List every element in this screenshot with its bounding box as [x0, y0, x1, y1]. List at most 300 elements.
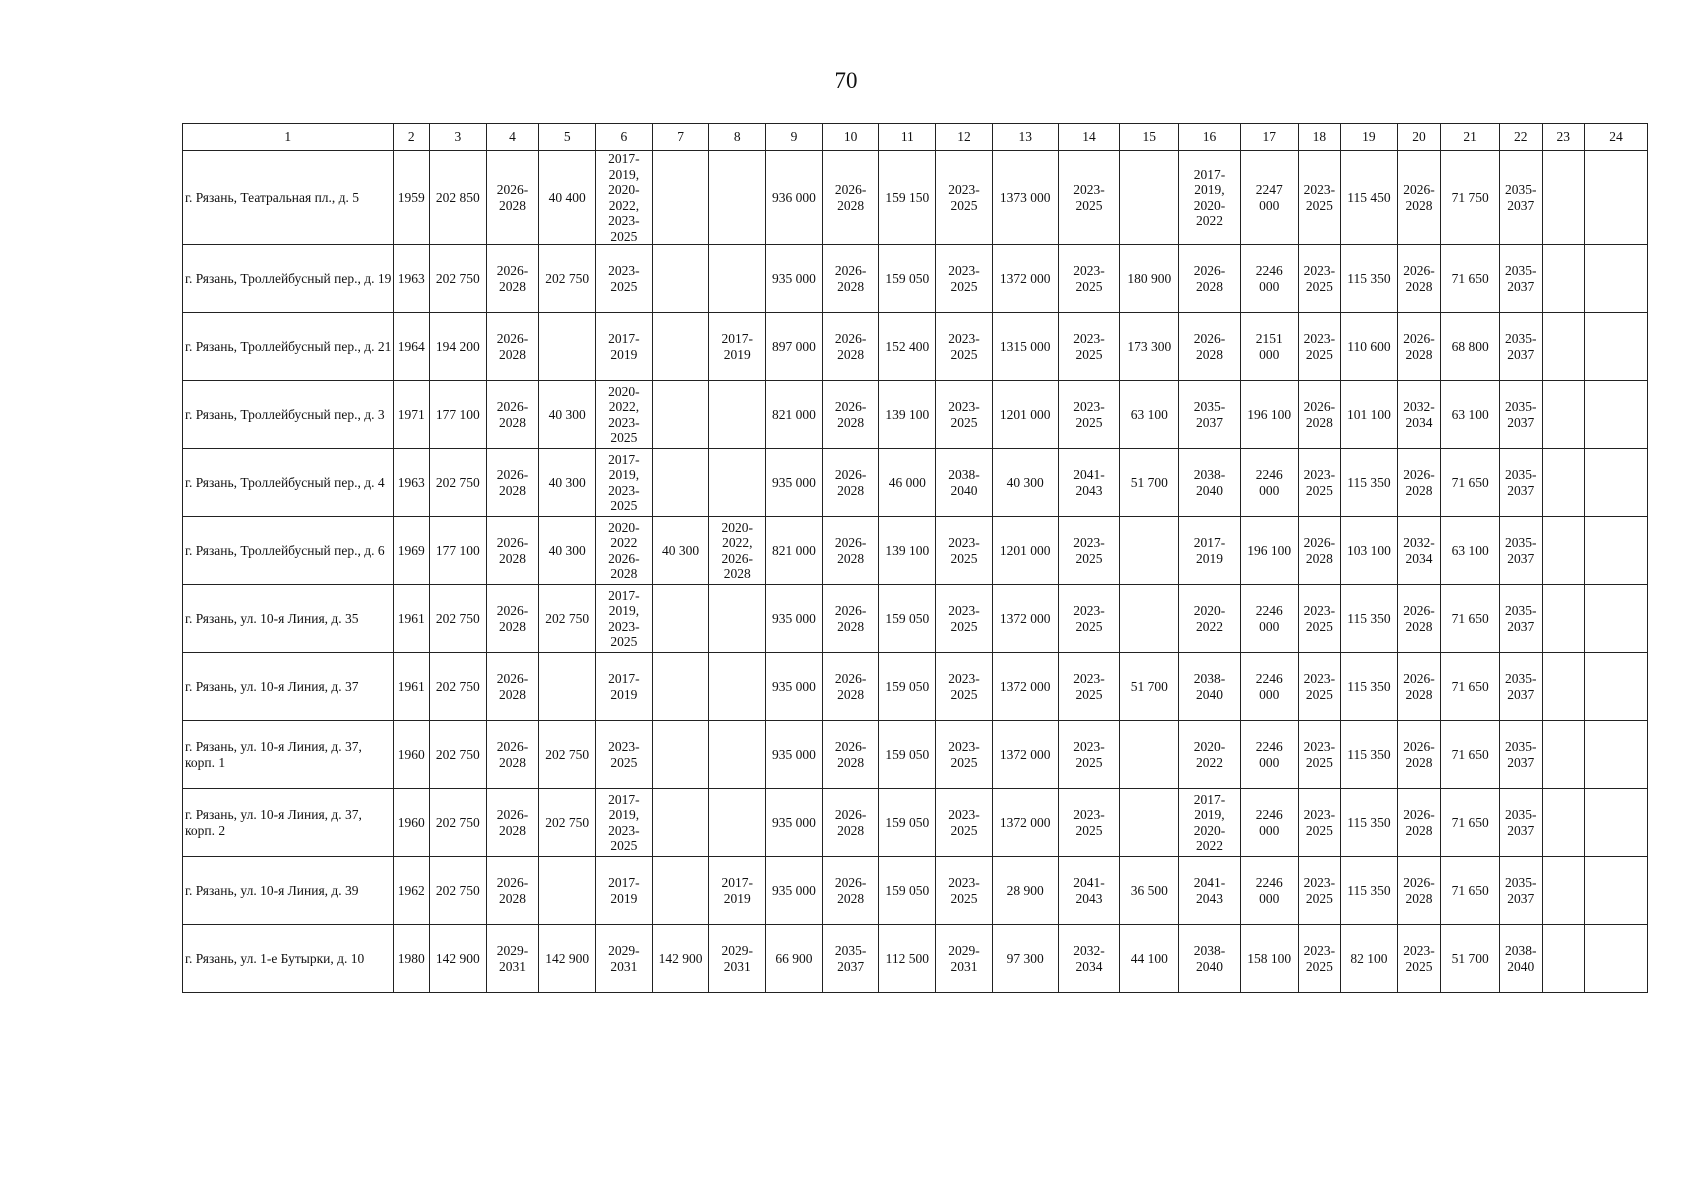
table-cell: 202 750	[539, 721, 596, 789]
table-cell: 2026- 2028	[1397, 449, 1441, 517]
table-body	[183, 151, 1648, 993]
table-cell: 2029- 2031	[596, 925, 653, 993]
table-cell: 2246 000	[1240, 857, 1298, 925]
table-cell: 2026- 2028	[486, 517, 539, 585]
table-cell: 2023- 2025	[1298, 449, 1341, 517]
table-cell: 44 100	[1120, 925, 1179, 993]
table-cell: 2017- 2019, 2023- 2025	[596, 789, 653, 857]
table-cell: 2026- 2028	[486, 789, 539, 857]
table-cell: 2246 000	[1240, 245, 1298, 313]
address-cell: г. Рязань, ул. 10-я Линия, д. 37, корп. 2	[183, 789, 394, 857]
table-cell: 2023- 2025	[936, 789, 993, 857]
table-cell: 2023- 2025	[1397, 925, 1441, 993]
table-cell: 115 350	[1341, 653, 1398, 721]
table-cell	[539, 653, 596, 721]
table-cell: 2023- 2025	[1298, 151, 1341, 245]
table-cell: 2026- 2028	[1397, 721, 1441, 789]
table-cell: 40 300	[539, 449, 596, 517]
column-header: 8	[709, 124, 766, 151]
table-cell: 202 750	[539, 245, 596, 313]
table-cell: 46 000	[879, 449, 936, 517]
table-cell	[1585, 925, 1648, 993]
table-cell: 40 300	[652, 517, 709, 585]
table-cell: 2035- 2037	[1179, 381, 1241, 449]
table-cell: 2032- 2034	[1058, 925, 1120, 993]
table-cell: 2041- 2043	[1058, 857, 1120, 925]
table-cell: 2026- 2028	[486, 381, 539, 449]
table-cell: 2035- 2037	[822, 925, 879, 993]
table-cell: 2023- 2025	[936, 857, 993, 925]
table-cell: 202 750	[430, 245, 487, 313]
data-table-container	[182, 123, 1648, 993]
table-cell: 202 750	[430, 585, 487, 653]
table-cell: 2020- 2022	[1179, 585, 1241, 653]
table-cell: 71 650	[1441, 857, 1500, 925]
table-cell: 2023- 2025	[1298, 585, 1341, 653]
table-cell	[652, 653, 709, 721]
table-cell: 159 050	[879, 653, 936, 721]
table-row	[183, 721, 1648, 789]
table-cell: 115 450	[1341, 151, 1398, 245]
table-cell	[1585, 517, 1648, 585]
column-header: 24	[1585, 124, 1648, 151]
address-cell: г. Рязань, Троллейбусный пер., д. 4	[183, 449, 394, 517]
address-cell: г. Рязань, ул. 1-е Бутырки, д. 10	[183, 925, 394, 993]
table-cell: 897 000	[766, 313, 823, 381]
table-cell: 202 750	[430, 653, 487, 721]
table-cell: 2023- 2025	[936, 313, 993, 381]
table-cell: 2246 000	[1240, 449, 1298, 517]
table-cell: 1372 000	[992, 653, 1058, 721]
table-cell	[1542, 721, 1585, 789]
table-cell: 115 350	[1341, 789, 1398, 857]
table-cell: 142 900	[430, 925, 487, 993]
table-cell: 821 000	[766, 517, 823, 585]
table-cell: 2041- 2043	[1179, 857, 1241, 925]
table-cell: 71 650	[1441, 721, 1500, 789]
table-cell: 2026- 2028	[1397, 857, 1441, 925]
table-cell: 82 100	[1341, 925, 1398, 993]
table-cell: 2246 000	[1240, 721, 1298, 789]
table-cell: 1969	[393, 517, 429, 585]
table-cell: 2029- 2031	[486, 925, 539, 993]
column-header: 4	[486, 124, 539, 151]
table-cell: 159 050	[879, 585, 936, 653]
table-cell	[709, 151, 766, 245]
table-cell: 110 600	[1341, 313, 1398, 381]
table-cell: 2023- 2025	[936, 381, 993, 449]
column-header: 15	[1120, 124, 1179, 151]
table-cell: 159 050	[879, 245, 936, 313]
table-row	[183, 313, 1648, 381]
table-cell: 196 100	[1240, 517, 1298, 585]
table-cell: 115 350	[1341, 449, 1398, 517]
table-cell: 202 750	[430, 449, 487, 517]
table-cell: 1961	[393, 585, 429, 653]
table-cell: 40 300	[992, 449, 1058, 517]
table-cell: 2246 000	[1240, 653, 1298, 721]
table-cell: 2023- 2025	[1058, 313, 1120, 381]
table-cell: 2026- 2028	[822, 653, 879, 721]
table-cell: 1372 000	[992, 721, 1058, 789]
table-cell: 2026- 2028	[486, 449, 539, 517]
table-cell: 202 850	[430, 151, 487, 245]
table-cell	[1585, 585, 1648, 653]
table-cell: 40 300	[539, 517, 596, 585]
table-cell	[1585, 449, 1648, 517]
table-cell	[1120, 585, 1179, 653]
table-cell	[1585, 857, 1648, 925]
table-cell: 2020- 2022 2026- 2028	[596, 517, 653, 585]
table-cell	[709, 245, 766, 313]
table-cell: 63 100	[1441, 381, 1500, 449]
table-cell: 2023- 2025	[1058, 721, 1120, 789]
table-cell: 71 650	[1441, 245, 1500, 313]
table-cell: 68 800	[1441, 313, 1500, 381]
table-cell: 2026- 2028	[822, 857, 879, 925]
table-cell	[1542, 925, 1585, 993]
table-cell: 2032- 2034	[1397, 517, 1441, 585]
table-cell: 1201 000	[992, 381, 1058, 449]
table-cell: 2035- 2037	[1500, 857, 1543, 925]
table-cell: 1961	[393, 653, 429, 721]
address-cell: г. Рязань, Троллейбусный пер., д. 3	[183, 381, 394, 449]
table-cell	[1120, 151, 1179, 245]
table-cell	[1120, 789, 1179, 857]
table-cell: 173 300	[1120, 313, 1179, 381]
table-cell: 2032- 2034	[1397, 381, 1441, 449]
table-cell: 1373 000	[992, 151, 1058, 245]
table-cell: 2035- 2037	[1500, 789, 1543, 857]
table-cell: 2026- 2028	[822, 585, 879, 653]
table-cell: 2023- 2025	[1298, 857, 1341, 925]
table-cell: 2023- 2025	[936, 517, 993, 585]
table-cell	[652, 585, 709, 653]
table-cell: 2017- 2019	[709, 857, 766, 925]
table-cell: 2017- 2019, 2020- 2022	[1179, 151, 1241, 245]
table-cell: 2026- 2028	[1179, 245, 1241, 313]
column-header: 17	[1240, 124, 1298, 151]
table-cell: 2035- 2037	[1500, 449, 1543, 517]
table-cell: 2035- 2037	[1500, 585, 1543, 653]
table-cell: 2023- 2025	[596, 721, 653, 789]
table-cell: 2246 000	[1240, 585, 1298, 653]
table-cell: 159 150	[879, 151, 936, 245]
table-cell	[1120, 517, 1179, 585]
table-cell	[539, 313, 596, 381]
table-cell	[1585, 245, 1648, 313]
table-cell: 1959	[393, 151, 429, 245]
table-cell: 63 100	[1441, 517, 1500, 585]
table-cell: 2026- 2028	[1179, 313, 1241, 381]
table-cell: 142 900	[652, 925, 709, 993]
table-cell: 2023- 2025	[1298, 653, 1341, 721]
table-cell: 935 000	[766, 653, 823, 721]
table-cell: 2026- 2028	[1397, 151, 1441, 245]
table-cell: 71 750	[1441, 151, 1500, 245]
table-cell: 2026- 2028	[1298, 381, 1341, 449]
table-cell: 177 100	[430, 517, 487, 585]
table-row	[183, 517, 1648, 585]
table-cell: 2023- 2025	[1298, 925, 1341, 993]
table-cell: 112 500	[879, 925, 936, 993]
table-cell	[1542, 517, 1585, 585]
table-cell: 2035- 2037	[1500, 313, 1543, 381]
table-cell: 2247 000	[1240, 151, 1298, 245]
table-cell: 2023- 2025	[1058, 585, 1120, 653]
table-cell	[652, 151, 709, 245]
table-cell	[709, 381, 766, 449]
table-cell: 1315 000	[992, 313, 1058, 381]
table-cell: 202 750	[539, 789, 596, 857]
table-cell: 97 300	[992, 925, 1058, 993]
table-cell: 1963	[393, 449, 429, 517]
table-cell	[1585, 789, 1648, 857]
column-header: 18	[1298, 124, 1341, 151]
column-header: 16	[1179, 124, 1241, 151]
table-cell: 2026- 2028	[822, 381, 879, 449]
table-cell: 159 050	[879, 857, 936, 925]
table-cell: 935 000	[766, 449, 823, 517]
table-cell: 158 100	[1240, 925, 1298, 993]
table-cell: 2026- 2028	[1397, 313, 1441, 381]
table-cell: 115 350	[1341, 721, 1398, 789]
address-cell: г. Рязань, Троллейбусный пер., д. 19	[183, 245, 394, 313]
table-cell	[539, 857, 596, 925]
table-cell: 71 650	[1441, 449, 1500, 517]
table-cell: 103 100	[1341, 517, 1398, 585]
table-cell: 2041- 2043	[1058, 449, 1120, 517]
table-cell: 202 750	[539, 585, 596, 653]
table-cell: 51 700	[1120, 449, 1179, 517]
table-row	[183, 151, 1648, 245]
table-cell	[709, 449, 766, 517]
table-cell	[652, 381, 709, 449]
table-cell: 2026- 2028	[822, 151, 879, 245]
table-cell: 2026- 2028	[486, 245, 539, 313]
address-cell: г. Рязань, Троллейбусный пер., д. 6	[183, 517, 394, 585]
table-cell: 202 750	[430, 789, 487, 857]
header-row	[183, 124, 1648, 151]
table-cell: 2026- 2028	[822, 245, 879, 313]
table-cell: 2023- 2025	[1298, 789, 1341, 857]
table-cell: 66 900	[766, 925, 823, 993]
table-cell	[652, 857, 709, 925]
table-cell: 159 050	[879, 789, 936, 857]
column-header: 23	[1542, 124, 1585, 151]
table-cell: 2020- 2022	[1179, 721, 1241, 789]
table-cell: 2029- 2031	[936, 925, 993, 993]
table-cell: 2026- 2028	[1397, 585, 1441, 653]
table-cell	[709, 653, 766, 721]
table-cell: 115 350	[1341, 245, 1398, 313]
table-cell: 2020- 2022, 2026- 2028	[709, 517, 766, 585]
table-cell: 177 100	[430, 381, 487, 449]
address-cell: г. Рязань, ул. 10-я Линия, д. 37, корп. 1	[183, 721, 394, 789]
table-cell: 1372 000	[992, 585, 1058, 653]
table-cell: 2038- 2040	[936, 449, 993, 517]
table-cell: 2026- 2028	[822, 449, 879, 517]
table-cell: 2017- 2019	[596, 857, 653, 925]
column-header: 14	[1058, 124, 1120, 151]
table-cell: 139 100	[879, 517, 936, 585]
table-cell: 71 650	[1441, 789, 1500, 857]
table-row	[183, 449, 1648, 517]
table-cell	[1585, 313, 1648, 381]
column-header: 22	[1500, 124, 1543, 151]
column-header: 6	[596, 124, 653, 151]
table-cell: 159 050	[879, 721, 936, 789]
table-cell: 1960	[393, 789, 429, 857]
table-cell	[1542, 653, 1585, 721]
table-cell: 935 000	[766, 857, 823, 925]
table-cell: 152 400	[879, 313, 936, 381]
table-cell: 2023- 2025	[1298, 313, 1341, 381]
table-cell: 2035- 2037	[1500, 653, 1543, 721]
table-cell: 2017- 2019, 2023- 2025	[596, 585, 653, 653]
table-cell	[1585, 721, 1648, 789]
table-cell: 2026- 2028	[822, 517, 879, 585]
table-cell: 2026- 2028	[486, 653, 539, 721]
address-cell: г. Рязань, ул. 10-я Линия, д. 35	[183, 585, 394, 653]
table-row	[183, 381, 1648, 449]
page-number: 70	[834, 68, 858, 93]
table-cell: 2035- 2037	[1500, 517, 1543, 585]
table-cell: 2023- 2025	[936, 245, 993, 313]
table-cell: 2026- 2028	[486, 313, 539, 381]
table-cell: 1962	[393, 857, 429, 925]
address-cell: г. Рязань, ул. 10-я Линия, д. 37	[183, 653, 394, 721]
table-cell: 196 100	[1240, 381, 1298, 449]
table-cell	[1542, 449, 1585, 517]
column-header: 19	[1341, 124, 1398, 151]
table-cell	[652, 313, 709, 381]
table-cell	[652, 245, 709, 313]
table-cell: 115 350	[1341, 585, 1398, 653]
address-cell: г. Рязань, Троллейбусный пер., д. 21	[183, 313, 394, 381]
table-cell: 1964	[393, 313, 429, 381]
table-cell: 2038- 2040	[1179, 653, 1241, 721]
table-cell	[1542, 151, 1585, 245]
table-cell: 142 900	[539, 925, 596, 993]
table-cell: 2023- 2025	[936, 721, 993, 789]
table-cell: 2023- 2025	[1058, 789, 1120, 857]
column-header: 21	[1441, 124, 1500, 151]
table-cell: 202 750	[430, 721, 487, 789]
table-cell: 63 100	[1120, 381, 1179, 449]
table-cell: 2023- 2025	[1298, 721, 1341, 789]
table-cell: 2023- 2025	[936, 585, 993, 653]
table-cell: 2017- 2019	[709, 313, 766, 381]
address-cell: г. Рязань, Театральная пл., д. 5	[183, 151, 394, 245]
column-header: 7	[652, 124, 709, 151]
table-cell: 2026- 2028	[486, 151, 539, 245]
table-cell: 139 100	[879, 381, 936, 449]
table-cell	[1585, 653, 1648, 721]
table-cell: 2038- 2040	[1179, 925, 1241, 993]
table-cell: 71 650	[1441, 653, 1500, 721]
table-cell: 935 000	[766, 585, 823, 653]
table-cell: 2026- 2028	[1397, 789, 1441, 857]
table-cell: 2038- 2040	[1500, 925, 1543, 993]
table-cell: 2026- 2028	[822, 789, 879, 857]
column-header: 12	[936, 124, 993, 151]
table-cell	[1120, 721, 1179, 789]
table-cell: 2023- 2025	[936, 151, 993, 245]
table-cell: 40 300	[539, 381, 596, 449]
table-cell: 2035- 2037	[1500, 381, 1543, 449]
table-cell: 2023- 2025	[1298, 245, 1341, 313]
table-cell: 2038- 2040	[1179, 449, 1241, 517]
table-cell: 2023- 2025	[596, 245, 653, 313]
column-header: 11	[879, 124, 936, 151]
table-cell: 51 700	[1120, 653, 1179, 721]
table-row	[183, 789, 1648, 857]
table-cell: 2035- 2037	[1500, 151, 1543, 245]
table-cell	[1542, 381, 1585, 449]
table-cell: 202 750	[430, 857, 487, 925]
table-cell: 2026- 2028	[486, 857, 539, 925]
table-cell: 71 650	[1441, 585, 1500, 653]
table-cell: 2026- 2028	[486, 721, 539, 789]
table-cell: 2035- 2037	[1500, 721, 1543, 789]
table-cell: 1372 000	[992, 789, 1058, 857]
column-header: 3	[430, 124, 487, 151]
table-cell: 2026- 2028	[1397, 653, 1441, 721]
table-cell: 2026- 2028	[1397, 245, 1441, 313]
table-cell: 36 500	[1120, 857, 1179, 925]
table-cell	[709, 585, 766, 653]
table-row	[183, 857, 1648, 925]
table-row	[183, 925, 1648, 993]
table-cell: 1963	[393, 245, 429, 313]
table-cell: 1372 000	[992, 245, 1058, 313]
table-cell: 2026- 2028	[822, 721, 879, 789]
table-cell: 935 000	[766, 245, 823, 313]
table-cell: 821 000	[766, 381, 823, 449]
table-cell: 40 400	[539, 151, 596, 245]
data-table	[182, 123, 1648, 993]
table-cell	[1585, 381, 1648, 449]
table-row	[183, 653, 1648, 721]
table-cell: 2246 000	[1240, 789, 1298, 857]
table-cell: 2020- 2022, 2023- 2025	[596, 381, 653, 449]
table-cell: 115 350	[1341, 857, 1398, 925]
table-cell: 2017- 2019, 2020- 2022	[1179, 789, 1241, 857]
table-cell: 2023- 2025	[1058, 151, 1120, 245]
table-cell	[652, 721, 709, 789]
table-cell	[1542, 313, 1585, 381]
table-cell	[1542, 245, 1585, 313]
table-cell	[652, 789, 709, 857]
address-cell: г. Рязань, ул. 10-я Линия, д. 39	[183, 857, 394, 925]
table-cell: 2023- 2025	[1058, 653, 1120, 721]
table-cell: 51 700	[1441, 925, 1500, 993]
table-cell: 101 100	[1341, 381, 1398, 449]
table-cell: 1960	[393, 721, 429, 789]
table-cell	[709, 721, 766, 789]
table-cell: 2023- 2025	[1058, 381, 1120, 449]
column-header: 13	[992, 124, 1058, 151]
table-cell: 2017- 2019	[596, 313, 653, 381]
table-cell: 180 900	[1120, 245, 1179, 313]
table-cell: 28 900	[992, 857, 1058, 925]
table-cell	[1585, 151, 1648, 245]
table-row	[183, 585, 1648, 653]
table-cell: 1971	[393, 381, 429, 449]
table-cell: 194 200	[430, 313, 487, 381]
table-cell: 2017- 2019, 2023- 2025	[596, 449, 653, 517]
